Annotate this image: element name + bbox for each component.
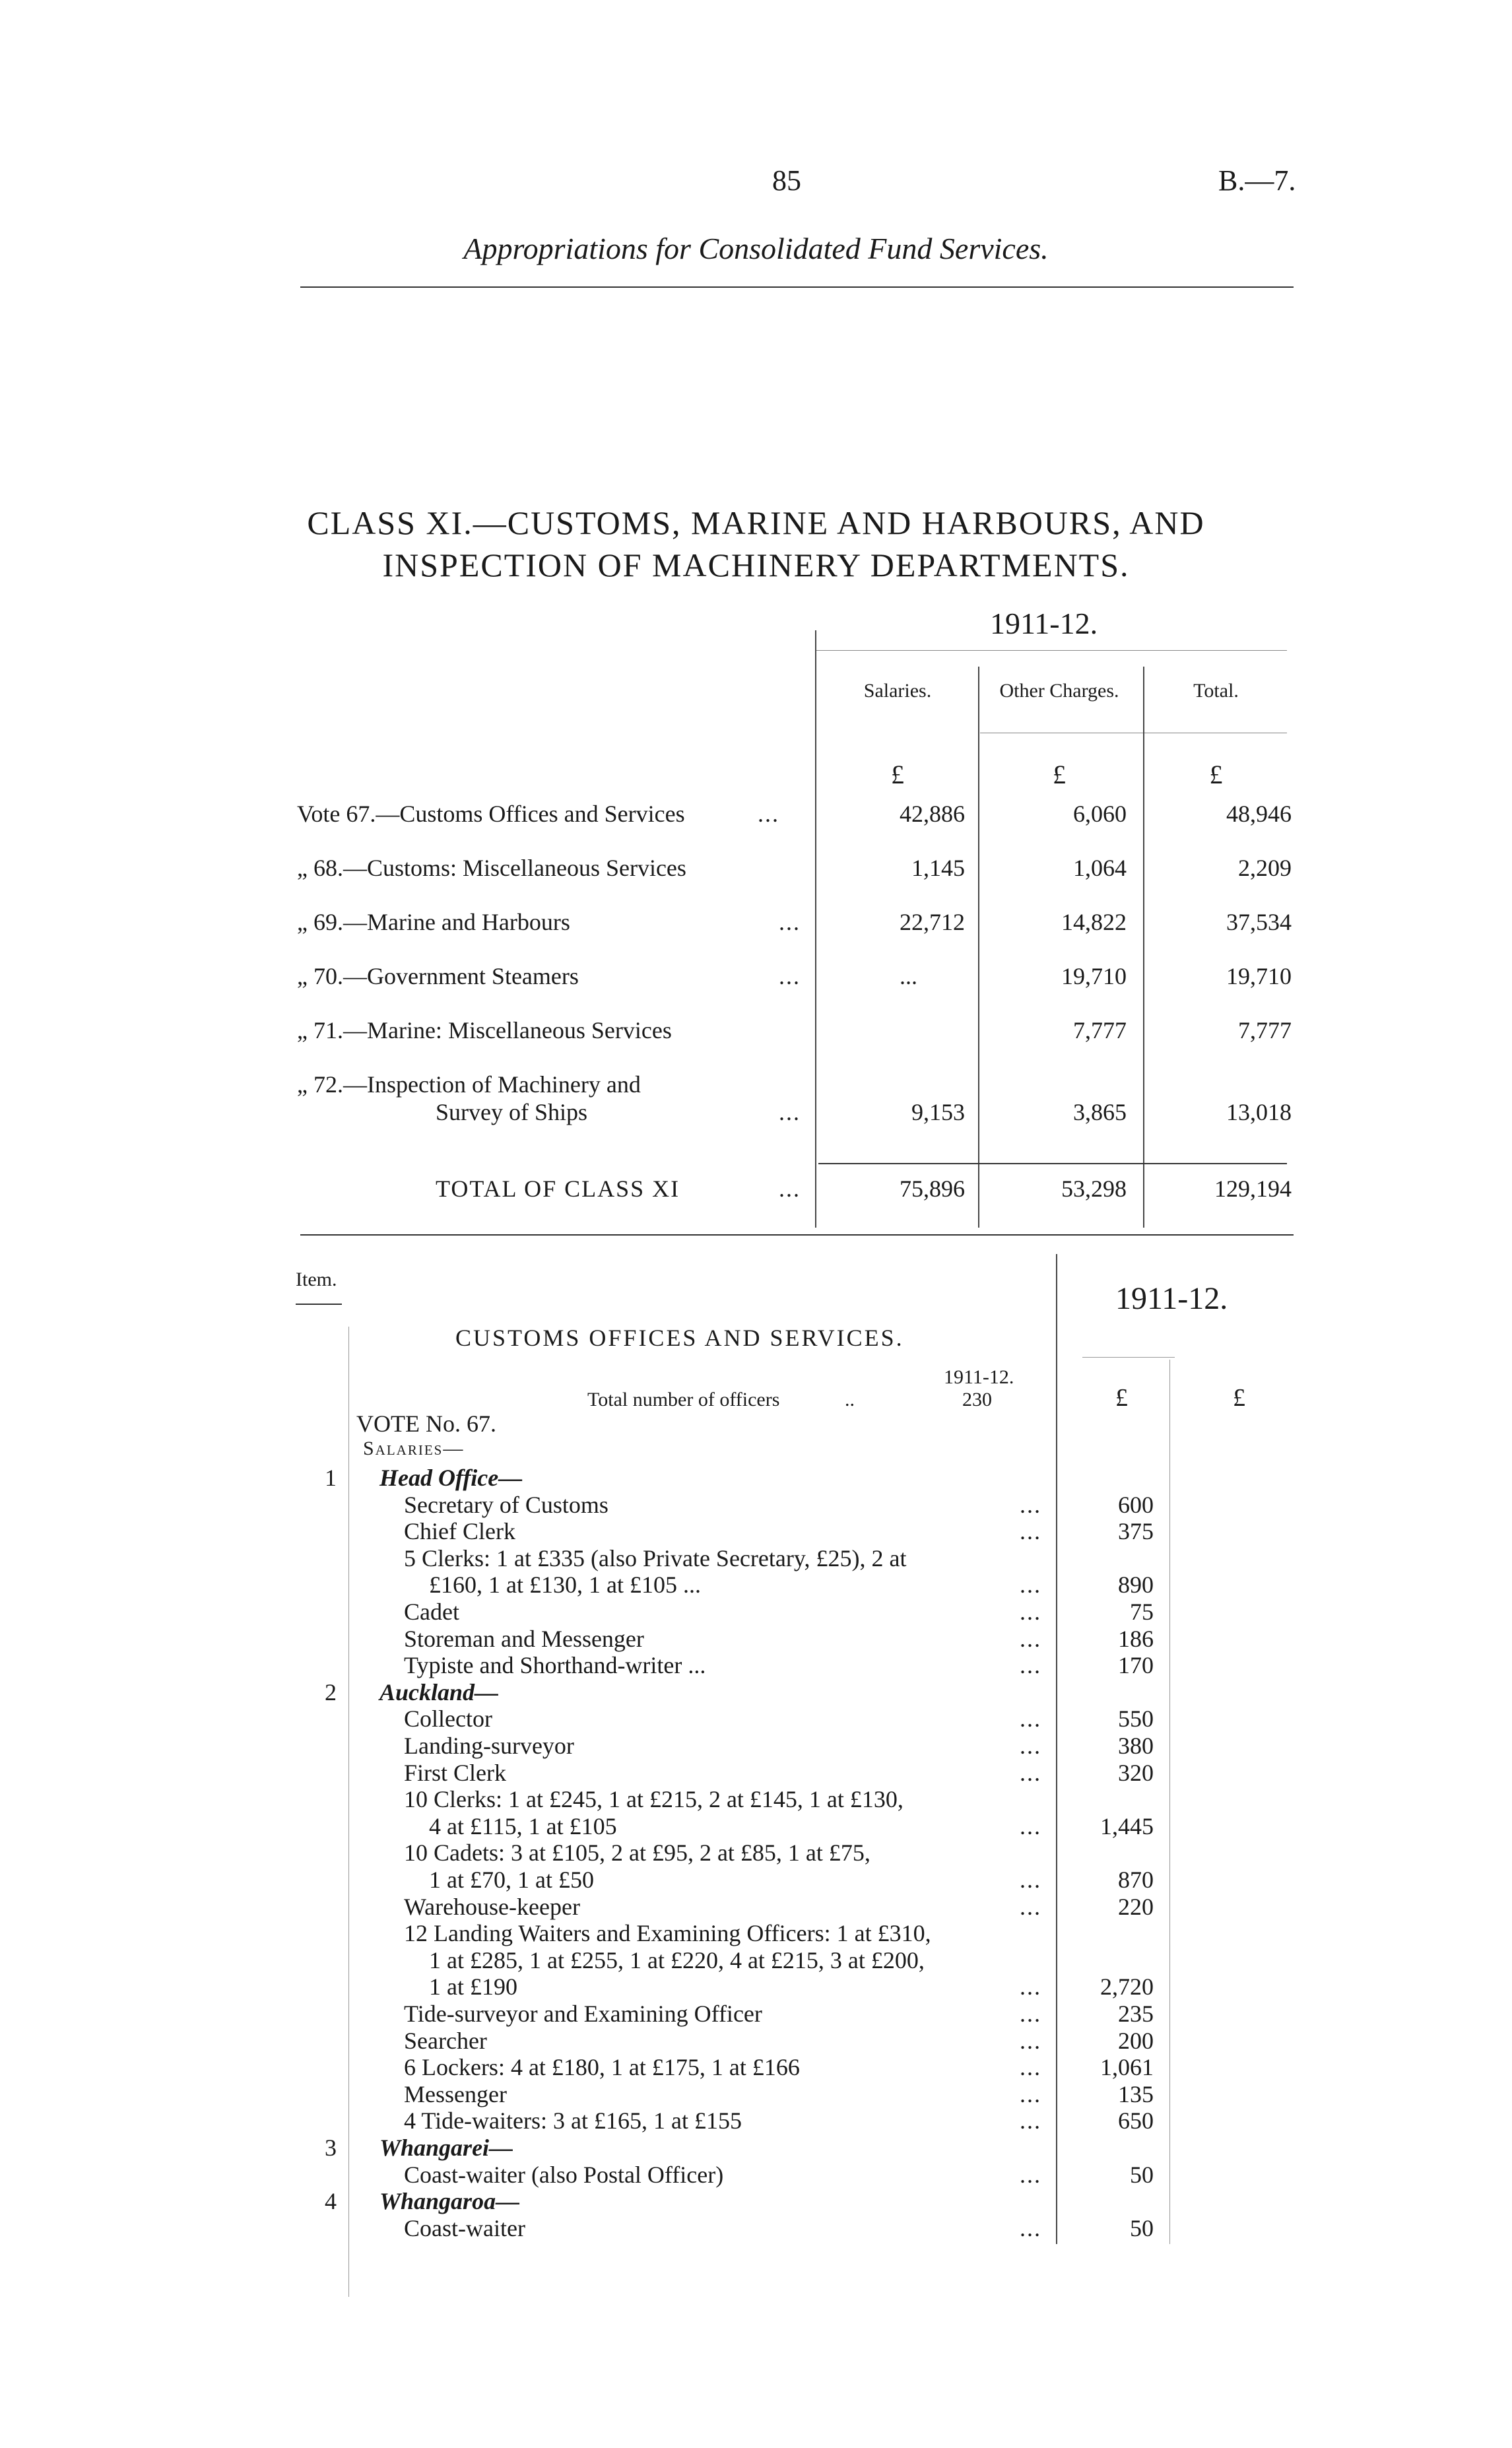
detail-row [0,2053,1512,2080]
summary-row [0,800,1512,833]
detail-row [0,2187,1512,2214]
summary-row-salaries: 42,886 [900,801,965,827]
dot-leader: ... [1020,1973,1041,2001]
line-item-text: 1 at £70, 1 at £50 [429,1867,594,1893]
summary-row-total: 13,018 [1226,1099,1292,1125]
detail-row [0,1785,1512,1812]
summary-row-label: „ 72.—Inspection of Machinery and [297,1071,641,1098]
office-heading: Whangaroa— [379,2188,520,2215]
detail-row [0,1812,1512,1839]
officers-year: 1911-12. [944,1366,1014,1388]
officers-count: 230 [962,1389,992,1410]
summary-row-other: 6,060 [1073,801,1127,827]
summary-total-dots: ... [779,1175,801,1202]
officers-label: Total number of officers [587,1389,780,1410]
item-number: 4 [325,2188,337,2215]
detail-row [0,1839,1512,1865]
summary-row-salaries: 1,145 [911,855,965,881]
dot-leader: ... [1020,1733,1041,1759]
detail-row [0,2107,1512,2133]
class-title-line-1: CLASS XI.—CUSTOMS, MARINE AND HARBOURS, AND [307,504,1205,541]
detail-currency-1: £ [1115,1384,1128,1412]
line-item-text: 10 Clerks: 1 at £245, 1 at £215, 2 at £145, 1 at £130, [404,1786,904,1813]
detail-row [0,2000,1512,2026]
summary-total-other: 53,298 [1061,1175,1127,1202]
currency-total: £ [1209,760,1223,789]
detail-row [0,1732,1512,1758]
item-number: 3 [325,2134,337,2161]
detail-row [0,1678,1512,1705]
summary-row-label: Vote 67.—Customs Offices and Services [297,801,685,827]
summary-row-other: 19,710 [1061,963,1127,989]
summary-row-label: „ 71.—Marine: Miscellaneous Services [297,1017,672,1043]
office-heading: Auckland— [379,1678,499,1705]
detail-row [0,1464,1512,1490]
line-item-amount: 600 [1118,1491,1154,1518]
line-item-amount: 650 [1118,2107,1154,2134]
summary-divider-2 [978,667,979,1228]
col-header-salaries: Salaries. [863,680,932,702]
page-number: 85 [772,164,801,197]
line-item-text: 5 Clerks: 1 at £335 (also Private Secretary, £25), 2 at [404,1544,907,1571]
line-item-text: Landing-surveyor [404,1733,574,1759]
dot-leader: ... [1020,2001,1041,2027]
item-number: 1 [325,1465,337,1491]
line-item-amount: 50 [1130,2161,1154,2188]
vote-number: VOTE No. 67. [356,1410,496,1437]
line-item-amount: 50 [1130,2214,1154,2241]
line-item-text: 12 Landing Waiters and Examining Officers: 1 at £310, [404,1920,931,1947]
dot-leader: ... [1020,1518,1041,1545]
line-item-text: 4 Tide-waiters: 3 at £165, 1 at £155 [404,2107,742,2134]
office-heading: Whangarei— [379,2134,513,2161]
line-item-text: First Clerk [404,1759,507,1786]
line-item-text: Cadet [404,1599,459,1625]
summary-row-total: 19,710 [1226,963,1292,989]
detail-row [0,1625,1512,1651]
summary-row-salaries: ... [900,963,917,989]
col-header-other-charges: Other Charges. [999,680,1119,702]
dot-leader: ... [1020,1599,1041,1625]
line-item-amount: 870 [1118,1867,1154,1893]
dot-leader: ... [1020,1652,1041,1679]
line-item-amount: 1,445 [1100,1812,1154,1839]
summary-row-other: 14,822 [1061,909,1127,935]
detail-row [0,1705,1512,1731]
item-number: 2 [325,1678,337,1705]
line-item-text: Typiste and Shorthand-writer ... [404,1652,706,1679]
summary-row-total: 37,534 [1226,909,1292,935]
dot-leader: ... [1020,2054,1041,2081]
line-item-text: Collector [404,1705,492,1733]
item-column-header: Item. [296,1269,337,1290]
summary-year: 1911-12. [990,607,1098,640]
line-item-text: 4 at £115, 1 at £105 [429,1812,617,1839]
dot-leader: ... [1020,2161,1041,2188]
header-rule [300,286,1294,288]
detail-row [0,2214,1512,2241]
line-item-text: Storeman and Messenger [404,1625,644,1652]
summary-year-rule [815,650,1287,651]
line-item-amount: 75 [1130,1599,1154,1625]
line-item-amount: 200 [1118,2027,1154,2054]
col-header-total: Total. [1193,680,1239,702]
line-item-text: 1 at £190 [429,1973,517,2001]
dot-leader: ... [1020,2107,1041,2134]
detail-row [0,1946,1512,1973]
summary-row-dots: ... [779,1099,801,1125]
dot-leader: ... [1020,1867,1041,1893]
summary-row [0,1071,1512,1137]
officers-dots: .. [845,1389,855,1410]
summary-row-other: 1,064 [1073,855,1127,881]
line-item-amount: 380 [1118,1733,1154,1759]
summary-row-total: 48,946 [1226,801,1292,827]
summary-row-salaries: 22,712 [900,909,965,935]
line-item-text: 6 Lockers: 4 at £180, 1 at £175, 1 at £166 [404,2054,800,2081]
detail-row [0,2080,1512,2107]
summary-row-total: 2,209 [1238,855,1292,881]
dot-leader: ... [1020,1491,1041,1518]
dot-leader: ... [1020,1759,1041,1786]
document-reference: B.—7. [1218,164,1296,197]
detail-year: 1911-12. [1115,1281,1228,1316]
summary-total-row [0,1175,1512,1208]
line-item-text: Warehouse-keeper [404,1893,580,1920]
summary-row-dots: ... [779,909,801,935]
detail-row [0,1544,1512,1571]
summary-row-dots: ... [779,963,801,989]
dot-leader: ... [1020,1893,1041,1920]
office-heading: Head Office— [379,1465,523,1491]
detail-row [0,2134,1512,2160]
line-item-amount: 890 [1118,1571,1154,1599]
detail-row [0,1919,1512,1946]
summary-row-other: 7,777 [1073,1017,1127,1043]
summary-row-label: „ 69.—Marine and Harbours [297,909,570,935]
line-item-text: Searcher [404,2027,487,2054]
summary-row [0,854,1512,887]
detail-row [0,2161,1512,2187]
line-item-text: Secretary of Customs [404,1491,608,1518]
dot-leader: ... [1020,1571,1041,1599]
line-item-text: 10 Cadets: 3 at £105, 2 at £95, 2 at £85, 1 at £75, [404,1839,871,1867]
summary-total-salaries: 75,896 [900,1175,965,1202]
dot-leader: ... [1020,2214,1041,2241]
detail-row [0,1517,1512,1544]
summary-row-salaries: 9,153 [911,1099,965,1125]
summary-row [0,1016,1512,1049]
line-item-amount: 135 [1118,2080,1154,2107]
line-item-amount: 170 [1118,1652,1154,1679]
line-item-text: Chief Clerk [404,1518,515,1545]
dot-leader: ... [1020,1812,1041,1839]
total-rule [818,1163,1287,1164]
item-header-rule [296,1304,342,1305]
detail-row [0,1759,1512,1785]
detail-row [0,1598,1512,1624]
detail-row [0,1973,1512,1999]
summary-row [0,908,1512,941]
detail-row [0,1866,1512,1892]
summary-row-other: 3,865 [1073,1099,1127,1125]
line-item-amount: 550 [1118,1705,1154,1733]
dot-leader: ... [1020,2027,1041,2054]
summary-end-rule [300,1234,1294,1236]
detail-row [0,1571,1512,1597]
summary-row-label-cont: Survey of Ships [436,1099,588,1125]
line-item-amount: 375 [1118,1518,1154,1545]
summary-row-dots: ... [758,801,779,827]
line-item-text: 1 at £285, 1 at £255, 1 at £220, 4 at £215, 3 at £200, [429,1946,925,1973]
detail-row [0,1651,1512,1678]
detail-row [0,1491,1512,1517]
detail-row [0,1893,1512,1919]
summary-row-total: 7,777 [1238,1017,1292,1043]
line-item-amount: 235 [1118,2001,1154,2027]
detail-amount-rule [1082,1357,1175,1358]
currency-salaries: £ [891,760,904,789]
line-item-amount: 1,061 [1100,2054,1154,2081]
dot-leader: ... [1020,2080,1041,2107]
summary-divider-3 [1143,667,1144,1228]
class-title [0,502,1512,586]
detail-currency-2: £ [1233,1384,1245,1412]
line-item-amount: 320 [1118,1759,1154,1786]
line-item-text: Messenger [404,2080,507,2107]
summary-row [0,962,1512,995]
page-subtitle: Appropriations for Consolidated Fund Services. [463,232,1049,265]
currency-other: £ [1053,760,1066,789]
detail-row [0,2027,1512,2053]
summary-total-total: 129,194 [1214,1175,1292,1202]
line-item-amount: 2,720 [1100,1973,1154,2001]
section-title: CUSTOMS OFFICES AND SERVICES. [455,1325,904,1351]
summary-total-label: TOTAL OF CLASS XI [436,1175,680,1202]
line-item-amount: 186 [1118,1625,1154,1652]
summary-row-label: „ 68.—Customs: Miscellaneous Services [297,855,686,881]
line-item-text: Coast-waiter (also Postal Officer) [404,2161,724,2188]
line-item-text: Tide-surveyor and Examining Officer [404,2001,762,2027]
summary-row-label: „ 70.—Government Steamers [297,963,579,989]
dot-leader: ... [1020,1705,1041,1733]
line-item-amount: 220 [1118,1893,1154,1920]
dot-leader: ... [1020,1625,1041,1652]
line-item-text: £160, 1 at £130, 1 at £105 ... [429,1571,701,1599]
class-title-line-2: INSPECTION OF MACHINERY DEPARTMENTS. [382,546,1130,583]
line-item-text: Coast-waiter [404,2214,525,2241]
salaries-heading: Salaries— [363,1438,465,1459]
